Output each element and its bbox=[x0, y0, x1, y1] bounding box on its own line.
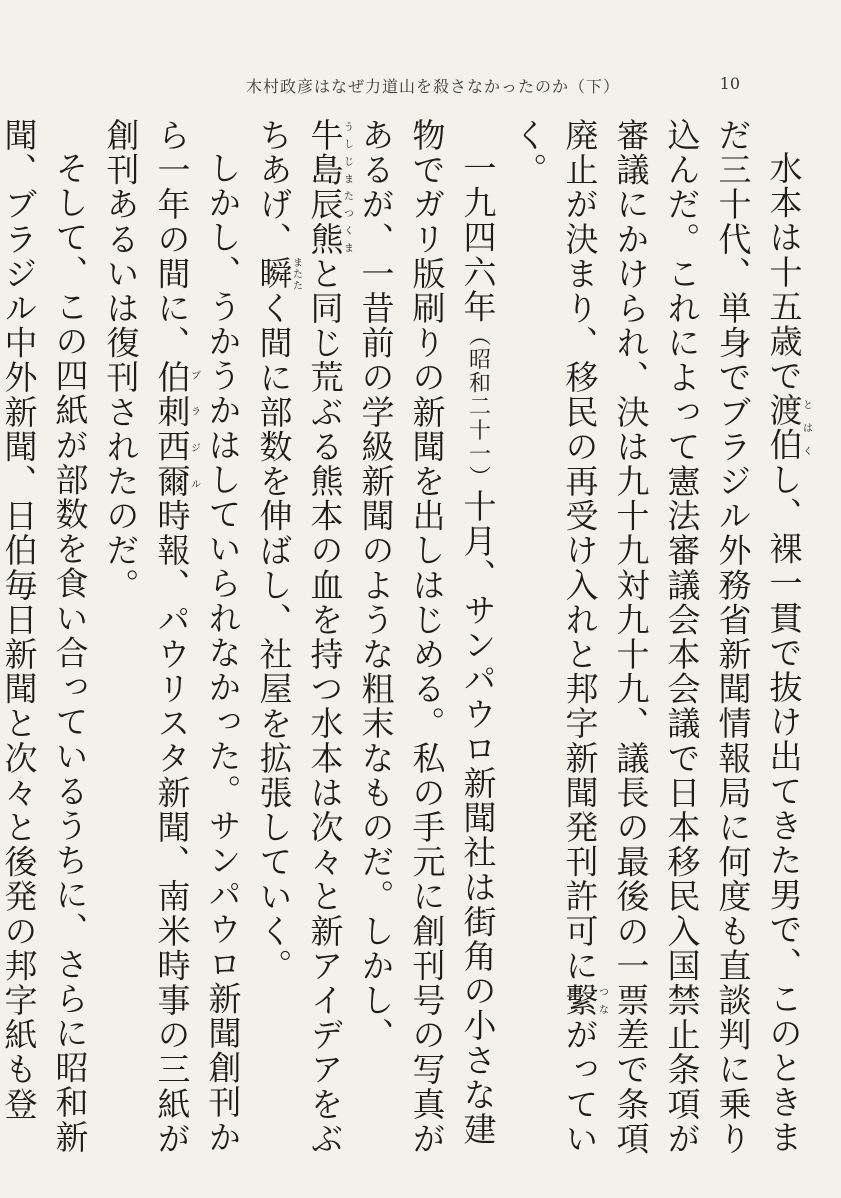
ruby-tohaku bbox=[764, 393, 812, 463]
text-run: と同じ荒ぶる熊本の血を持つ水本は次々と新アイデアをぶちあげ、 bbox=[254, 118, 345, 1157]
era-annotation: （昭和二十一） bbox=[465, 324, 491, 490]
page-number: 10 bbox=[719, 74, 740, 93]
ruby-base: 牛島辰熊 bbox=[305, 118, 345, 257]
ruby-reading: うしじまたつくま bbox=[341, 118, 353, 257]
text-run: 一九四六年 bbox=[458, 151, 498, 324]
running-header bbox=[180, 74, 740, 104]
text-run: そして、この四紙が部数を食い合っているうちに、さらに昭和新聞、ブラジル中外新聞、日伯毎日新聞と次々と後発の邦字紙も登 bbox=[0, 118, 90, 1155]
paragraph-3 bbox=[96, 118, 249, 1158]
text-run: 水本は十五歳で bbox=[764, 151, 804, 394]
body-text bbox=[0, 118, 812, 1158]
ruby-reading: とはく bbox=[800, 393, 812, 463]
ruby-base: 伯刺西爾 bbox=[152, 360, 192, 499]
text-run: 十月、サンパウロ新聞社は街角の小さな建物でガリ版刷りの新聞を出しはじめる。私の手元に創刊号の写真があるが、一昔前の学級新聞のような粗末なものだ。しかし、 bbox=[356, 118, 498, 1156]
ruby-reading: またた bbox=[290, 256, 302, 292]
paragraph-1 bbox=[504, 118, 812, 1158]
ruby-ushijima bbox=[305, 118, 353, 257]
text-run: 時報、パウリスタ新聞、南米時事の三紙が創刊あるいは復刊されたのだ。 bbox=[101, 118, 192, 1157]
paragraph-2 bbox=[249, 118, 504, 1158]
text-run: く間に部数を伸ばし、社屋を拡張していく。 bbox=[254, 291, 294, 984]
ruby-reading: ブラジル bbox=[188, 360, 200, 499]
text-run: し、裸一貫で抜け出てきた男で、このときまだ三十代、単身でブラジル外務省新聞情報局に何度も直談判に乗り込んだ。これによって憲法審議会本会議で日本移民入国禁止条項が審議にかけられ、決は九十九対九十九、議長の最後の一票差で条項廃止が決まり、移民の再受け入れと邦字新聞発刊許可に bbox=[560, 118, 804, 1156]
ruby-matata bbox=[254, 256, 302, 292]
ruby-brazil bbox=[152, 360, 200, 499]
ruby-base: 渡伯 bbox=[764, 393, 804, 463]
paragraph-4 bbox=[0, 118, 96, 1158]
header-title: 木村政彦はなぜ力道山を殺さなかったのか（下） bbox=[245, 77, 620, 96]
ruby-base: 瞬 bbox=[254, 256, 294, 292]
ruby-base: 繫 bbox=[560, 983, 600, 1018]
text-run: しかし、うかうかはしていられなかった。サンパウロ新聞創刊から一年の間に、 bbox=[152, 118, 243, 1155]
ruby-reading: つな bbox=[596, 983, 608, 1018]
text-run: がっていく。 bbox=[509, 118, 600, 1157]
ruby-tsuna bbox=[560, 983, 608, 1018]
